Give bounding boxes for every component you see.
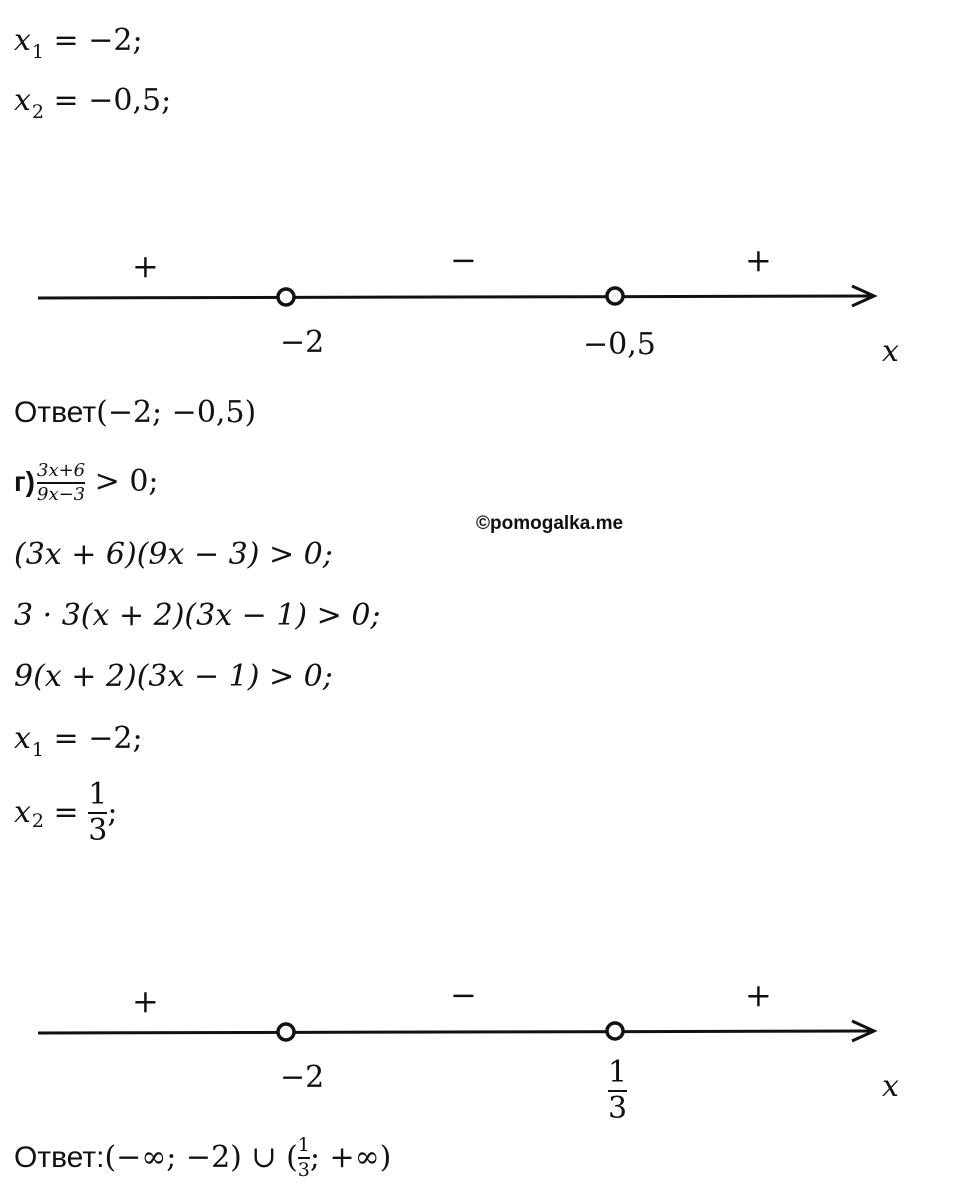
answer-2-fraction: $\frac{1}{3}$ — [297, 1134, 310, 1181]
number-line-2 — [0, 1012, 960, 1052]
axis1-point-label-1: −2 — [280, 325, 325, 360]
axis1-open-point-2 — [607, 288, 623, 304]
axis2-open-point-1 — [278, 1024, 294, 1040]
axis2-sign-right: + — [745, 976, 772, 1014]
axis1-open-point-1 — [278, 289, 294, 305]
number-line-1 — [0, 278, 960, 318]
root-x2-top: $x_2 = -0,5$; — [14, 83, 172, 123]
axis2-point-label-1: −2 — [280, 1060, 325, 1095]
watermark: ©pomogalka.me — [476, 513, 624, 534]
part-g-inequality: г) $\frac{3x+6}{9x-3}$ > 0; — [14, 460, 159, 505]
step-2: 3 · 3(x + 2)(3x − 1) > 0; — [14, 598, 381, 633]
axis1-variable-label: x — [882, 334, 899, 369]
axis2-sign-middle: − — [450, 976, 477, 1014]
root-x2: x 2 = $\frac{1}{3}$ ; — [14, 777, 118, 848]
step-3: 9(x + 2)(3x − 1) > 0; — [14, 659, 333, 694]
axis1-sign-left: + — [132, 247, 159, 285]
axis1-sign-right: + — [745, 241, 772, 279]
answer-1: Ответ(−2; −0,5) — [14, 395, 257, 430]
axis2-open-point-2 — [607, 1023, 623, 1039]
axis2-variable-label: x — [882, 1069, 899, 1104]
axis2-sign-left: + — [132, 982, 159, 1020]
root-x2-fraction: $\frac{1}{3}$ — [88, 777, 108, 848]
root-x1-top: $x_1 = -2$; — [14, 23, 143, 63]
step-1: (3x + 6)(9x − 3) > 0; — [14, 537, 333, 572]
axis2-point-label-2: $\frac{1}{3}$ — [608, 1055, 628, 1126]
axis1-sign-middle: − — [450, 241, 477, 279]
part-g-fraction: $\frac{3x+6}{9x-3}$ — [37, 460, 86, 505]
root-x1: $x_1 = -2$; — [14, 721, 143, 761]
axis1-point-label-2: −0,5 — [583, 327, 656, 362]
answer-2: Ответ: (−∞; −2) ∪ ( $\frac{1}{3}$ ; +∞) — [14, 1134, 392, 1181]
